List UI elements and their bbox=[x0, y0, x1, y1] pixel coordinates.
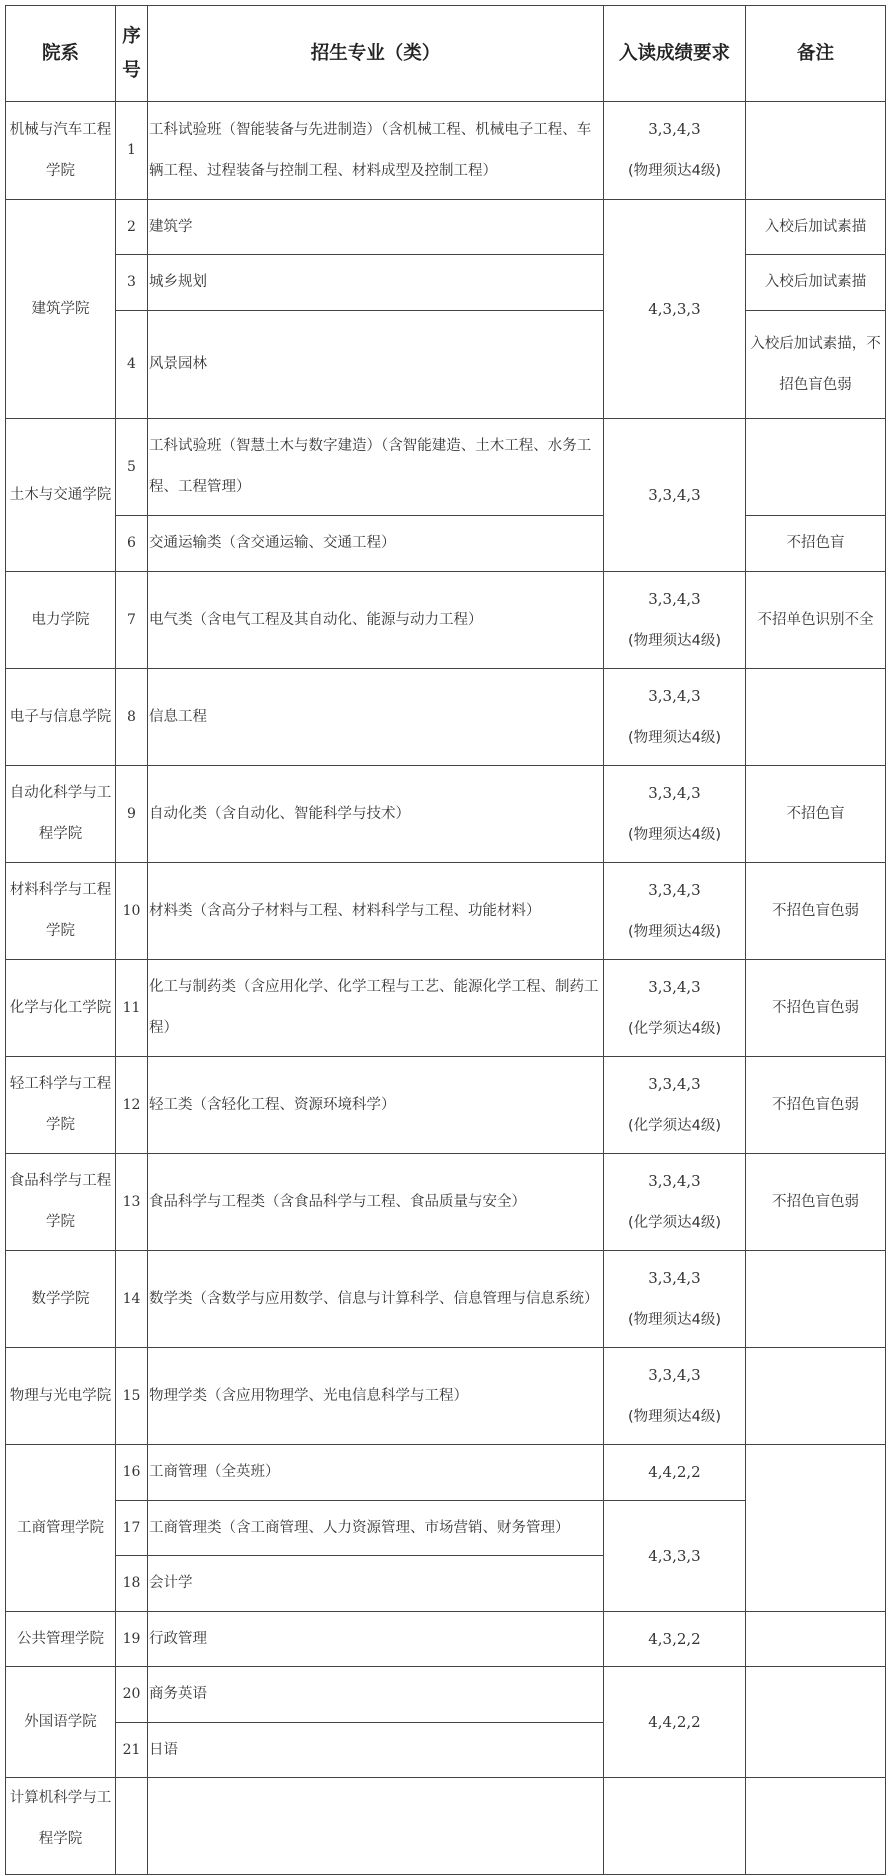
major-cell: 物理学类（含应用物理学、光电信息科学与工程） bbox=[148, 1348, 604, 1445]
major-cell: 电气类（含电气工程及其自动化、能源与动力工程） bbox=[148, 572, 604, 669]
seq-cell: 21 bbox=[116, 1723, 148, 1778]
req-note: (物理须达4级) bbox=[627, 1311, 722, 1328]
req-cell: 3,3,4,3 bbox=[604, 419, 746, 572]
seq-cell: 2 bbox=[116, 200, 148, 255]
table-row bbox=[6, 1778, 886, 1875]
req-note: (物理须达4级) bbox=[627, 826, 722, 843]
header-dept: 院系 bbox=[6, 6, 116, 102]
major-cell: 商务英语 bbox=[148, 1667, 604, 1723]
req-value: 3,3,4,3 bbox=[648, 1268, 701, 1287]
note-cell bbox=[746, 1612, 886, 1667]
dept-cell: 外国语学院 bbox=[6, 1667, 116, 1778]
req-note: (化学须达4级) bbox=[627, 1117, 722, 1134]
req-cell bbox=[604, 1348, 746, 1445]
note-cell: 不招色盲色弱 bbox=[746, 863, 886, 960]
seq-cell: 19 bbox=[116, 1612, 148, 1667]
table-row bbox=[6, 960, 886, 1057]
dept-cell: 自动化科学与工程学院 bbox=[6, 766, 116, 863]
header-row bbox=[6, 6, 886, 102]
major-cell: 风景园林 bbox=[148, 311, 604, 419]
major-cell: 数学类（含数学与应用数学、信息与计算科学、信息管理与信息系统） bbox=[148, 1251, 604, 1348]
table-row bbox=[6, 572, 886, 669]
dept-cell: 化学与化工学院 bbox=[6, 960, 116, 1057]
seq-cell: 17 bbox=[116, 1501, 148, 1556]
seq-cell: 12 bbox=[116, 1057, 148, 1154]
dept-cell: 数学学院 bbox=[6, 1251, 116, 1348]
req-cell bbox=[604, 102, 746, 200]
dept-cell: 计算机科学与工程学院 bbox=[6, 1778, 116, 1875]
seq-cell: 13 bbox=[116, 1154, 148, 1251]
seq-cell: 6 bbox=[116, 516, 148, 572]
major-cell: 化工与制药类（含应用化学、化学工程与工艺、能源化学工程、制药工程） bbox=[148, 960, 604, 1057]
seq-cell: 9 bbox=[116, 766, 148, 863]
dept-cell: 机械与汽车工程学院 bbox=[6, 102, 116, 200]
req-value: 3,3,4,3 bbox=[648, 783, 701, 802]
table-row bbox=[6, 1445, 886, 1501]
req-note: (物理须达4级) bbox=[627, 632, 722, 649]
req-note: (物理须达4级) bbox=[627, 923, 722, 940]
major-cell: 工商管理类（含工商管理、人力资源管理、市场营销、财务管理） bbox=[148, 1501, 604, 1556]
table-row bbox=[6, 863, 886, 960]
dept-cell: 电子与信息学院 bbox=[6, 669, 116, 766]
seq-cell: 4 bbox=[116, 311, 148, 419]
note-cell: 入校后加试素描 bbox=[746, 255, 886, 311]
req-value: 3,3,4,3 bbox=[648, 977, 701, 996]
major-cell: 食品科学与工程类（含食品科学与工程、食品质量与安全） bbox=[148, 1154, 604, 1251]
major-cell: 会计学 bbox=[148, 1556, 604, 1612]
note-cell bbox=[746, 669, 886, 766]
major-cell: 自动化类（含自动化、智能科学与技术） bbox=[148, 766, 604, 863]
note-cell bbox=[746, 1445, 886, 1612]
seq-cell: 5 bbox=[116, 419, 148, 516]
req-value: 3,3,4,3 bbox=[648, 686, 701, 705]
note-cell: 入校后加试素描 bbox=[746, 200, 886, 255]
req-cell bbox=[604, 572, 746, 669]
req-cell: 4,3,3,3 bbox=[604, 200, 746, 419]
note-cell bbox=[746, 1778, 886, 1875]
req-note: (化学须达4级) bbox=[627, 1214, 722, 1231]
seq-cell: 7 bbox=[116, 572, 148, 669]
seq-cell: 20 bbox=[116, 1667, 148, 1723]
seq-cell: 11 bbox=[116, 960, 148, 1057]
dept-cell: 土木与交通学院 bbox=[6, 419, 116, 572]
table-row bbox=[6, 200, 886, 255]
table-row bbox=[6, 311, 886, 419]
major-cell: 工科试验班（智慧土木与数字建造）（含智能建造、土木工程、水务工程、工程管理） bbox=[148, 419, 604, 516]
req-value: 3,3,4,3 bbox=[648, 589, 701, 608]
major-cell bbox=[148, 1778, 604, 1875]
req-cell: 4,3,2,2 bbox=[604, 1612, 746, 1667]
seq-cell bbox=[116, 1778, 148, 1875]
seq-cell: 14 bbox=[116, 1251, 148, 1348]
admission-table bbox=[5, 5, 886, 1875]
major-cell: 工科试验班（智能装备与先进制造）（含机械工程、机械电子工程、车辆工程、过程装备与控制工程、材料成型及控制工程） bbox=[148, 102, 604, 200]
seq-cell: 15 bbox=[116, 1348, 148, 1445]
req-cell: 4,3,3,3 bbox=[604, 1501, 746, 1612]
seq-cell: 18 bbox=[116, 1556, 148, 1612]
req-cell: 4,4,2,2 bbox=[604, 1667, 746, 1778]
note-cell bbox=[746, 1667, 886, 1778]
req-value: 3,3,4,3 bbox=[648, 1365, 701, 1384]
header-seq-line1: 序 bbox=[122, 25, 141, 47]
dept-cell: 公共管理学院 bbox=[6, 1612, 116, 1667]
major-cell: 交通运输类（含交通运输、交通工程） bbox=[148, 516, 604, 572]
dept-cell: 建筑学院 bbox=[6, 200, 116, 419]
note-cell: 不招色盲色弱 bbox=[746, 960, 886, 1057]
note-cell: 不招色盲 bbox=[746, 766, 886, 863]
table-row bbox=[6, 255, 886, 311]
table-row bbox=[6, 102, 886, 200]
table-row bbox=[6, 419, 886, 516]
note-cell bbox=[746, 419, 886, 516]
seq-cell: 3 bbox=[116, 255, 148, 311]
note-cell: 不招色盲色弱 bbox=[746, 1057, 886, 1154]
seq-cell: 8 bbox=[116, 669, 148, 766]
dept-cell: 食品科学与工程学院 bbox=[6, 1154, 116, 1251]
note-cell: 不招色盲 bbox=[746, 516, 886, 572]
req-cell bbox=[604, 863, 746, 960]
table-row bbox=[6, 1348, 886, 1445]
req-cell: 4,4,2,2 bbox=[604, 1445, 746, 1501]
req-cell bbox=[604, 1154, 746, 1251]
dept-cell: 物理与光电学院 bbox=[6, 1348, 116, 1445]
req-cell bbox=[604, 766, 746, 863]
note-cell bbox=[746, 102, 886, 200]
header-req: 入读成绩要求 bbox=[604, 6, 746, 102]
major-cell: 材料类（含高分子材料与工程、材料科学与工程、功能材料） bbox=[148, 863, 604, 960]
major-cell: 行政管理 bbox=[148, 1612, 604, 1667]
header-note: 备注 bbox=[746, 6, 886, 102]
header-seq bbox=[116, 6, 148, 102]
req-cell bbox=[604, 1057, 746, 1154]
table-row bbox=[6, 766, 886, 863]
req-cell bbox=[604, 1778, 746, 1875]
req-value: 3,3,4,3 bbox=[648, 120, 701, 138]
major-cell: 城乡规划 bbox=[148, 255, 604, 311]
seq-cell: 10 bbox=[116, 863, 148, 960]
req-value: 3,3,4,3 bbox=[648, 1171, 701, 1190]
req-value: 3,3,4,3 bbox=[648, 880, 701, 899]
note-cell bbox=[746, 1348, 886, 1445]
major-cell: 轻工类（含轻化工程、资源环境科学） bbox=[148, 1057, 604, 1154]
req-cell bbox=[604, 1251, 746, 1348]
dept-cell: 轻工科学与工程学院 bbox=[6, 1057, 116, 1154]
dept-cell: 工商管理学院 bbox=[6, 1445, 116, 1612]
req-cell bbox=[604, 960, 746, 1057]
seq-cell: 16 bbox=[116, 1445, 148, 1501]
note-cell: 不招单色识别不全 bbox=[746, 572, 886, 669]
seq-cell: 1 bbox=[116, 102, 148, 200]
major-cell: 建筑学 bbox=[148, 200, 604, 255]
req-note: (物理须达4级) bbox=[627, 1408, 722, 1425]
req-value: 3,3,4,3 bbox=[648, 1074, 701, 1093]
note-cell: 入校后加试素描，不招色盲色弱 bbox=[746, 311, 886, 419]
table-row bbox=[6, 1667, 886, 1723]
req-cell bbox=[604, 669, 746, 766]
header-major: 招生专业（类） bbox=[148, 6, 604, 102]
header-seq-line2: 号 bbox=[122, 59, 141, 81]
major-cell: 工商管理（全英班） bbox=[148, 1445, 604, 1501]
dept-cell: 电力学院 bbox=[6, 572, 116, 669]
table-row bbox=[6, 516, 886, 572]
note-cell: 不招色盲色弱 bbox=[746, 1154, 886, 1251]
dept-cell: 材料科学与工程学院 bbox=[6, 863, 116, 960]
table-row bbox=[6, 669, 886, 766]
table-row bbox=[6, 1251, 886, 1348]
major-cell: 信息工程 bbox=[148, 669, 604, 766]
major-cell: 日语 bbox=[148, 1723, 604, 1778]
req-note: (化学须达4级) bbox=[627, 1020, 722, 1037]
table-row bbox=[6, 1612, 886, 1667]
req-note: (物理须达4级) bbox=[627, 163, 722, 179]
note-cell bbox=[746, 1251, 886, 1348]
req-note: (物理须达4级) bbox=[627, 729, 722, 746]
table-row bbox=[6, 1057, 886, 1154]
table-row bbox=[6, 1154, 886, 1251]
